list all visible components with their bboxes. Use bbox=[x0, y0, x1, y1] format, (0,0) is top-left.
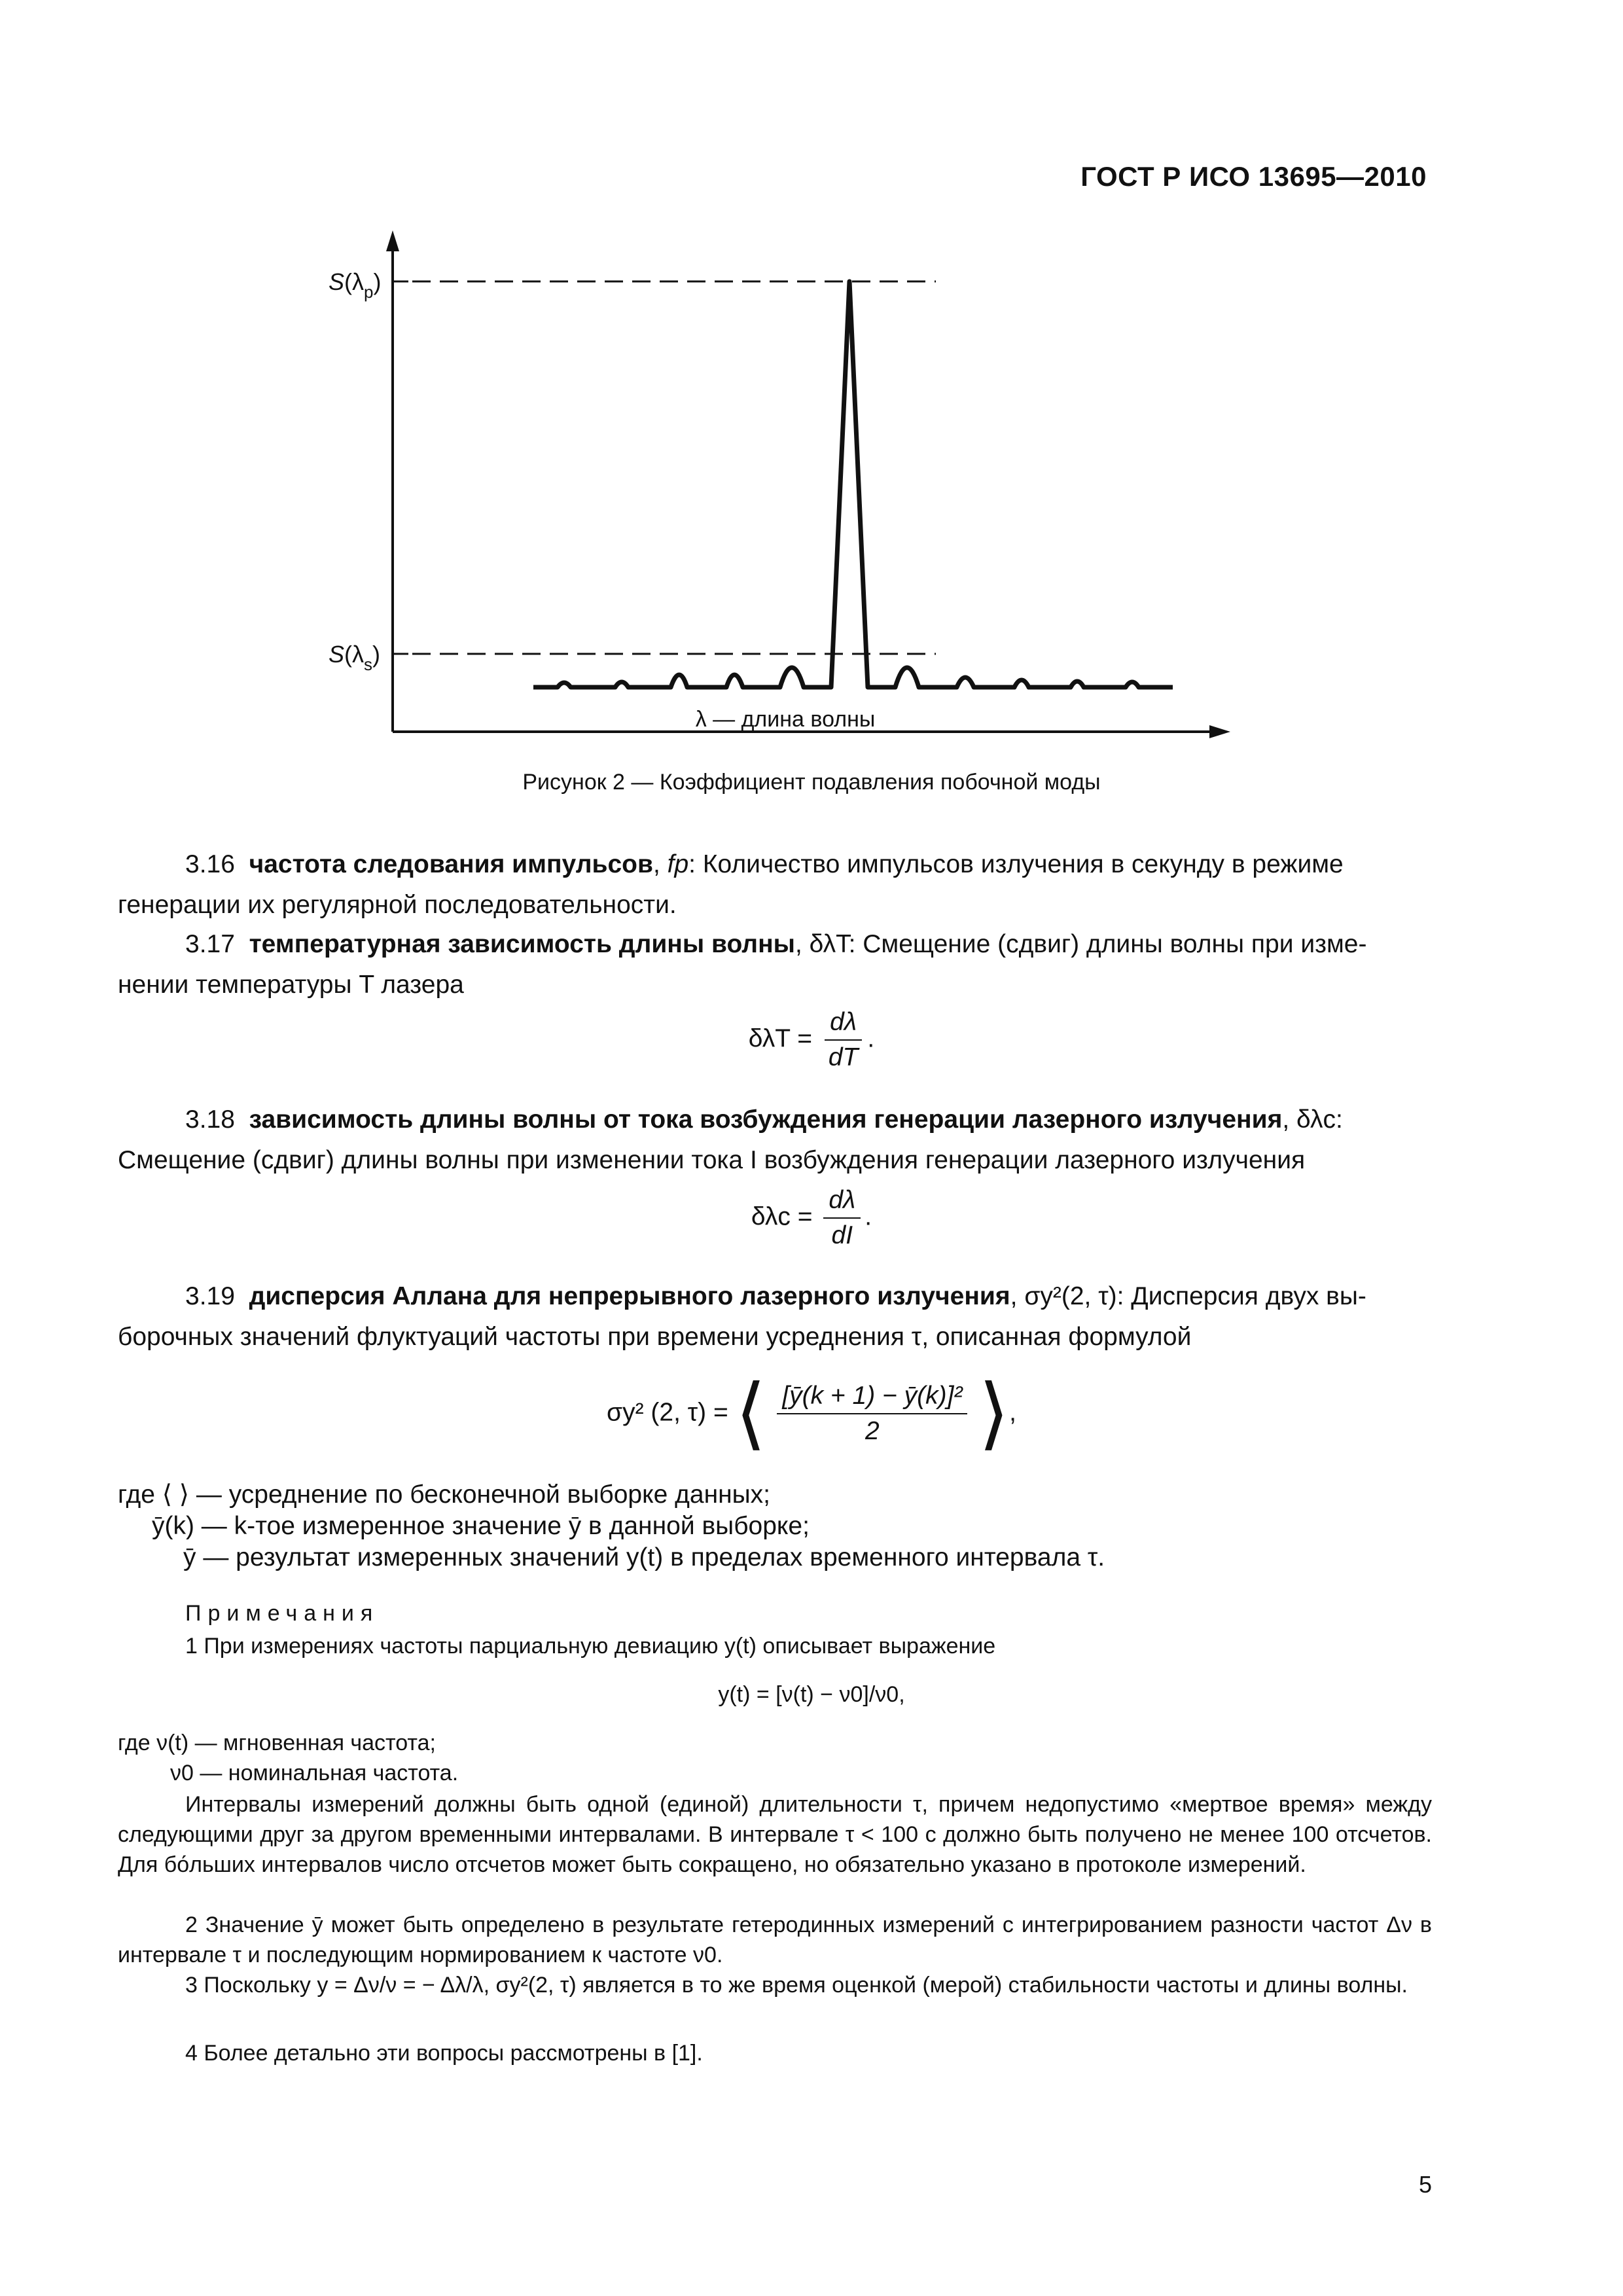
formula-3-18: δλc = $\frac{d\lambda}{dI}$ . bbox=[751, 1186, 872, 1249]
notes-heading: Примечания bbox=[185, 1601, 380, 1626]
x-axis-arrow bbox=[1209, 725, 1230, 738]
figure-caption: Рисунок 2 — Коэффициент подавления побочной моды bbox=[522, 770, 1101, 795]
clause-3-18: 3.18 зависимость длины волны от тока возбуждения генерации лазерного излучения, δλc: Смещение (сдвиг) длины волны при изменении тока I возбуждения генерации лазерного излучения bbox=[118, 1105, 1343, 1174]
term: зависимость длины волны от тока возбуждения генерации лазерного излучения bbox=[249, 1105, 1283, 1134]
definition-ybar: ȳ — результат измеренных значений y(t) в пределах временного интервала τ. bbox=[183, 1543, 1105, 1571]
note-1-formula: y(t) = [ν(t) − ν0]/ν0, bbox=[718, 1682, 905, 1707]
term: температурная зависимость длины волны bbox=[249, 930, 795, 958]
formula-3-17: δλT = $\frac{d\lambda}{dT}$ . bbox=[748, 1008, 875, 1071]
definitions-list bbox=[118, 1479, 1432, 1573]
note-1: 1 При измерениях частоты парциальную девиацию y(t) описывает выражение bbox=[185, 1634, 996, 1659]
definition-yk: ȳ(k) — k-тое измеренное значение ȳ в данной выборке; bbox=[152, 1512, 810, 1540]
symbol: fp bbox=[667, 850, 689, 878]
symbol: δλT bbox=[809, 930, 849, 958]
note-1-where: где ν(t) — мгновенная частота; ν0 — номинальная частота. bbox=[118, 1731, 459, 1785]
term: дисперсия Аллана для непрерывного лазерного излучения bbox=[249, 1282, 1010, 1310]
note-1-extra: Интервалы измерений должны быть одной (единой) длительности τ, причем недопустимо «мертвое время» между следующими друг за другом временными интервалами. В интервале τ < 100 с должно быть получено не менее 100 отсчетов. Для бо́льших интервалов число отсчетов может быть сокращено, но обязательно указано в протоколе измерений. bbox=[118, 1792, 1432, 1877]
side-mode-suppression-figure bbox=[0, 0, 1623, 753]
definition-average: где ⟨ ⟩ — усреднение по бесконечной выборке данных; bbox=[118, 1480, 771, 1509]
note-2: 2 Значение ȳ может быть определено в результате гетеродинных измерений с интегрированием разности частот Δν в интервале τ и последующим нормированием к частоте ν0. bbox=[118, 1912, 1432, 1967]
clause-3-16: 3.16 частота следования импульсов, fp: Количество импульсов излучения в секунду в режиме генерации их регулярной последовательности. bbox=[118, 850, 1344, 919]
note-3: 3 Поскольку y = Δν/ν = − Δλ/λ, σy²(2, τ) является в то же время оценкой (мерой) стабильности частоты и длины волны. bbox=[185, 1973, 1408, 1998]
symbol: σy²(2, τ) bbox=[1024, 1282, 1117, 1310]
symbol: δλc bbox=[1296, 1105, 1336, 1134]
y-label-side: $S(\lambda_s)$ bbox=[329, 641, 381, 674]
y-label-main: $S(\lambda_p)$ bbox=[329, 268, 382, 302]
document-code: ГОСТ Р ИСО 13695—2010 bbox=[1080, 161, 1427, 192]
note-4: 4 Более детально эти вопросы рассмотрены в [1]. bbox=[185, 2041, 703, 2066]
x-axis-label: λ — длина волны bbox=[695, 707, 876, 732]
term: частота следования импульсов bbox=[249, 850, 653, 878]
clause-3-19: 3.19 дисперсия Аллана для непрерывного лазерного излучения, σy²(2, τ): Дисперсия двух вы- борочных значений флуктуаций частоты при времени усреднения τ, описанная формулой bbox=[118, 1282, 1366, 1351]
y-axis-arrow bbox=[386, 230, 399, 251]
clause-3-17: 3.17 температурная зависимость длины волны, δλT: Смещение (сдвиг) длины волны при изме- нении температуры T лазера bbox=[118, 930, 1367, 999]
spectrum-curve bbox=[533, 281, 1173, 687]
page-number: 5 bbox=[1418, 2171, 1432, 2198]
formula-allan-variance: σy² (2, τ) = ⟨ $\frac{\text{[ȳ(k + 1) − ȳ(k)]²}}{2}$ ⟩, bbox=[607, 1370, 1016, 1457]
